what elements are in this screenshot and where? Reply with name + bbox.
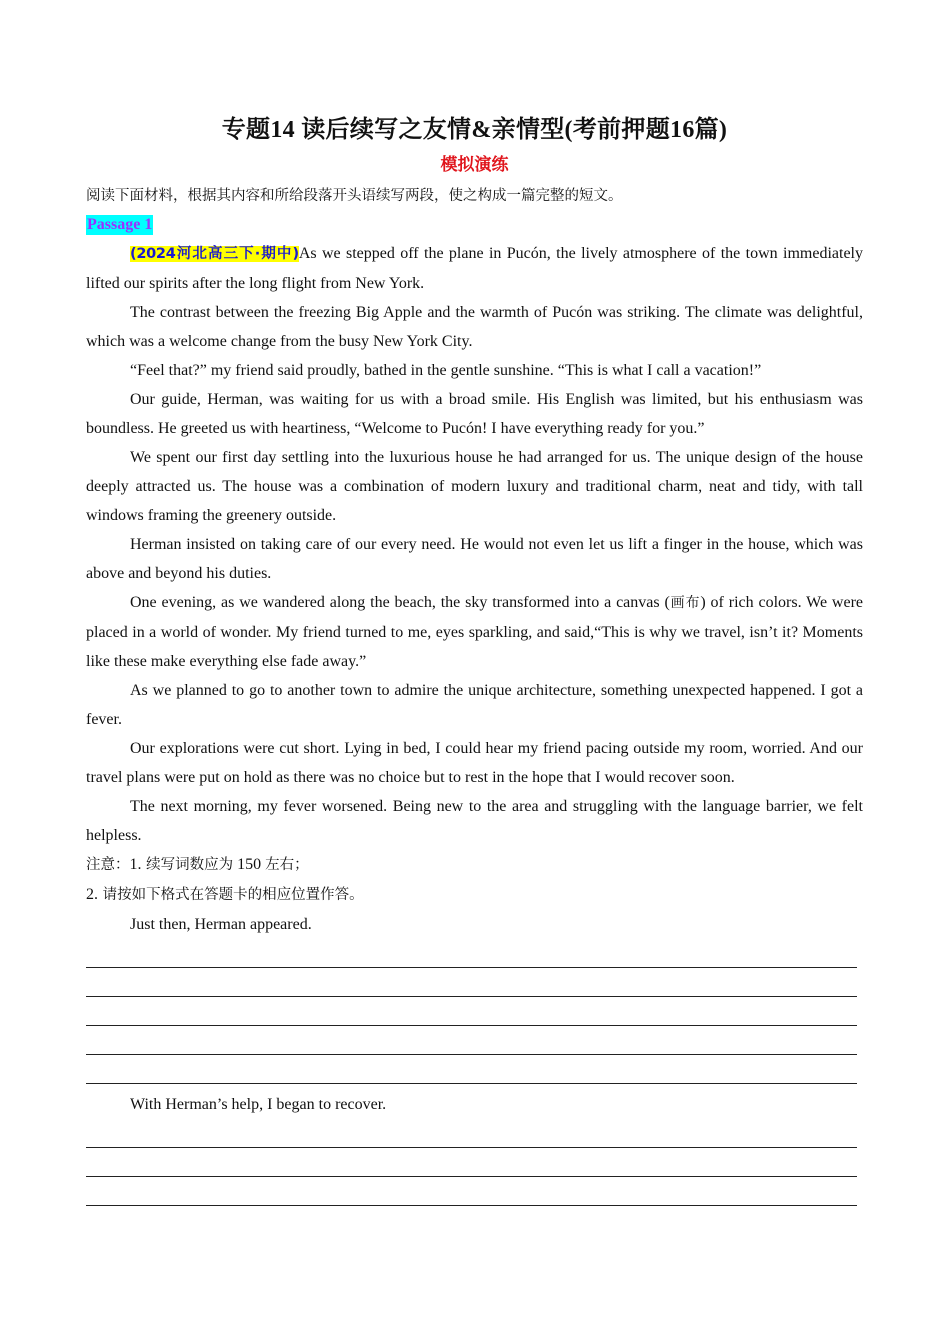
paragraph-8: As we planned to go to another town to admire the unique architecture, something unexpected happened. I got a fever. <box>86 682 863 728</box>
answer-line[interactable] <box>86 997 857 1026</box>
source-tag: (2024河北高三下·期中) <box>130 246 299 262</box>
paragraph-text: ) of rich colors. We were placed in a world of wonder. My friend turned to me, eyes sparkling, and said,“This is why we travel, isn’t it? Moments like these make everything else fade away.” <box>86 594 864 670</box>
note-prefix: 注意： <box>86 857 130 873</box>
paragraph-5: We spent our first day settling into the luxurious house he had arranged for us. The unique design of the house deeply attracted us. The house was a combination of modern luxury and traditional charm, neat and tidy, with tall windows framing the greenery outside. <box>86 449 863 524</box>
answer-lines-1 <box>86 939 857 1084</box>
document-page <box>86 110 863 1206</box>
prompt-second: With Herman’s help, I began to recover. <box>130 1096 387 1113</box>
paragraph-7 <box>86 588 863 676</box>
answer-line[interactable] <box>86 939 857 968</box>
paragraph-1 <box>86 239 863 298</box>
gloss-text: 画布 <box>669 595 701 611</box>
answer-lines-2 <box>86 1119 857 1206</box>
paragraph-4: Our guide, Herman, was waiting for us with a broad smile. His English was limited, but his enthusiasm was boundless. He greeted us with heartiness, “Welcome to Pucón! I have everything ready for you.” <box>86 391 863 437</box>
paragraph-9: Our explorations were cut short. Lying in bed, I could hear my friend pacing outside my room, worried. And our travel plans were put on hold as there was no choice but to rest in the hope that I would recover soon. <box>86 740 863 786</box>
note-number: 2. <box>86 886 98 903</box>
page-title: 专题14 读后续写之友情&亲情型(考前押题16篇) <box>221 117 728 143</box>
note-text: 左右； <box>265 857 309 873</box>
section-subtitle: 模拟演练 <box>440 155 509 174</box>
answer-line[interactable] <box>86 968 857 997</box>
answer-line[interactable] <box>86 1055 857 1084</box>
paragraph-2: The contrast between the freezing Big Apple and the warmth of Pucón was striking. The climate was delightful, which was a welcome change from the busy New York City. <box>86 304 863 350</box>
instruction-text: 阅读下面材料，根据其内容和所给段落开头语续写两段，使之构成一篇完整的短文。 <box>86 188 623 204</box>
passage-label: Passage 1 <box>87 216 153 233</box>
paragraph-3: “Feel that?” my friend said proudly, bathed in the gentle sunshine. “This is what I call a vacation!” <box>130 362 762 379</box>
paragraph-10: The next morning, my fever worsened. Being new to the area and struggling with the language barrier, we felt helpless. <box>86 798 863 844</box>
prompt-first: Just then, Herman appeared. <box>130 916 312 933</box>
answer-line[interactable] <box>86 1026 857 1055</box>
word-count: 150 <box>233 856 266 873</box>
note-text: 请按如下格式在答题卡的相应位置作答。 <box>98 887 364 903</box>
note-text: 续写词数应为 <box>141 857 234 873</box>
answer-line[interactable] <box>86 1148 857 1177</box>
note-number: 1. <box>129 856 142 873</box>
note-line-2 <box>86 880 863 910</box>
paragraph-text: As we stepped off the plane in Pucón, the lively atmosphere of the town immediately lifted our spirits after the long flight from New York. <box>86 245 863 292</box>
paragraph-6: Herman insisted on taking care of our every need. He would not even let us lift a finger in the house, which was above and beyond his duties. <box>86 536 863 582</box>
answer-line[interactable] <box>86 1119 857 1148</box>
answer-line[interactable] <box>86 1177 857 1206</box>
note-line-1 <box>86 850 863 880</box>
paragraph-text: One evening, as we wandered along the beach, the sky transformed into a canvas ( <box>130 594 670 611</box>
